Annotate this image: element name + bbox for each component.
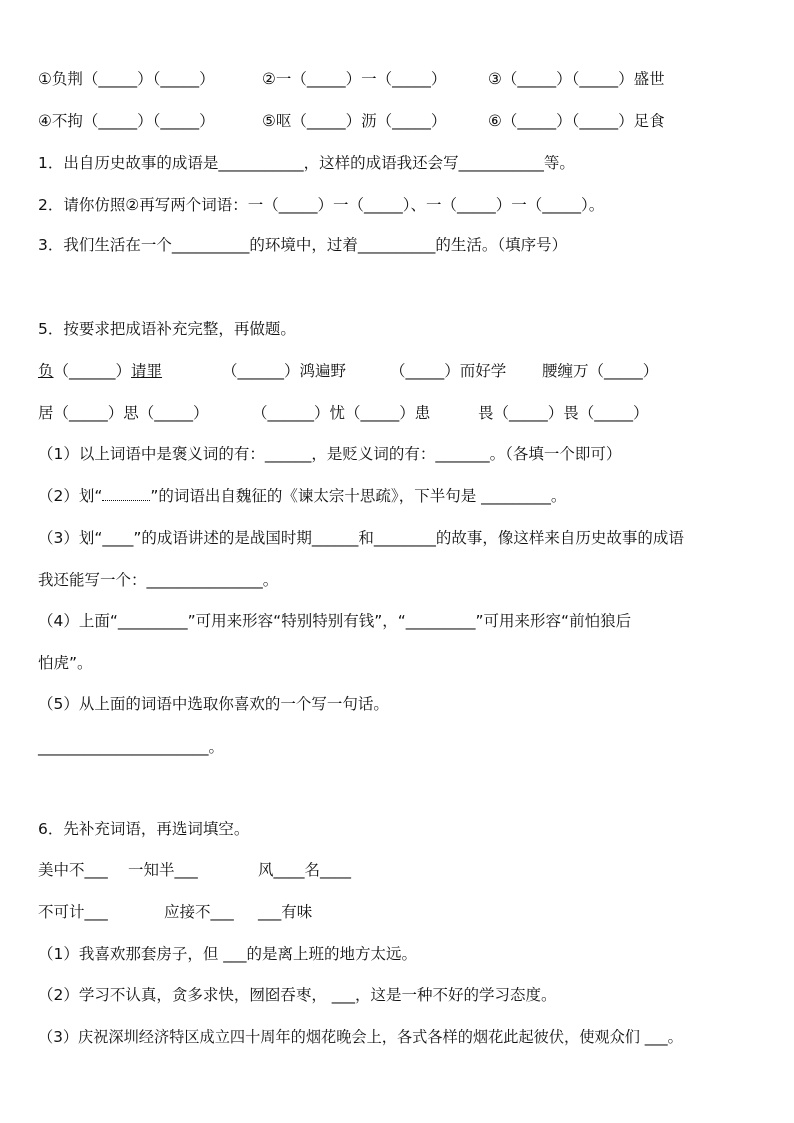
q5-word-6: （______）忧（_____）患	[252, 404, 431, 422]
q6-sub-1: （1）我喜欢那套房子，但 ___的是离上班的地方太远。	[38, 945, 418, 963]
q6-sub-2: （2）学习不认真，贪多求快，囫囵吞枣， ___，这是一种不好的学习态度。	[38, 986, 557, 1004]
q5-sub-2-end: ”的词语出自魏征的《谏太宗十思疏》，下半句是 _________。	[150, 487, 567, 505]
q5-word-5: 居（_____）思（_____）	[38, 404, 209, 422]
q5-title: 5．按要求把成语补充完整，再做题。	[38, 320, 296, 338]
q4-word-1: ①负荆（_____）（_____）	[38, 70, 215, 88]
q4-word-6: ⑥（_____）（_____）足食	[488, 112, 665, 130]
q6-word-3: 风____名____	[258, 861, 352, 879]
q4-item-1: 1．出自历史故事的成语是___________，这样的成语我还会写___________等。	[38, 154, 575, 172]
q5-sub-4-line-2: 怕虎”。	[38, 654, 93, 672]
q6-word-4: 不可计___	[38, 903, 108, 921]
q5-word-1-mid: （______）	[53, 362, 132, 380]
q5-sub-1: （1）以上词语中是褒义词的有：______，是贬义词的有：_______。（各填一个即可）	[38, 445, 622, 463]
q4-word-4: ④不拘（_____）（_____）	[38, 112, 215, 130]
q5-sub-3-line-2: 我还能写一个：_______________。	[38, 571, 279, 589]
q5-sub-3-line-1: （3）划“____”的成语讲述的是战国时期______和________的故事，像这样来自历史故事的成语	[38, 529, 684, 547]
q6-word-6: ___有味	[258, 903, 313, 921]
q5-word-2: （______）鸿遍野	[222, 362, 347, 380]
q6-sub-3: （3）庆祝深圳经济特区成立四十周年的烟花晚会上，各式各样的烟花此起彼伏，使观众们 ___。	[38, 1028, 683, 1046]
q5-sub-5: （5）从上面的词语中选取你喜欢的一个写一句话。	[38, 695, 389, 713]
q5-word-7: 畏（_____）畏（_____）	[478, 404, 649, 422]
q4-word-3: ③（_____）（_____）盛世	[488, 70, 665, 88]
q5-sub-2	[38, 485, 566, 507]
q6-word-2: 一知半___	[128, 861, 198, 879]
q5-word-4: 腰缠万（_____）	[542, 362, 659, 380]
q6-title: 6．先补充词语，再选词填空。	[38, 820, 250, 838]
q4-item-3: 3．我们生活在一个__________的环境中，过着__________的生活。（填序号）	[38, 236, 568, 254]
q5-word-1-prefix: 负	[38, 362, 54, 380]
q6-word-1: 美中不___	[38, 861, 108, 879]
q4-item-2: 2．请你仿照②再写两个词语：一（_____）一（_____）、一（_____）一（_____）。	[38, 196, 605, 214]
q4-word-2: ②一（_____）一（_____）	[262, 70, 447, 88]
q5-word-1	[38, 360, 162, 382]
q5-sub-5-answer: ______________________。	[38, 738, 225, 756]
q4-word-5: ⑤呕（_____）沥（_____）	[262, 112, 447, 130]
q5-word-1-suffix: 请罪	[131, 362, 163, 380]
q6-word-5: 应接不___	[164, 903, 234, 921]
dotted-blank	[102, 485, 150, 501]
q5-word-3: （_____）而好学	[390, 362, 507, 380]
q5-sub-4-line-1: （4）上面“_________”可用来形容“特别特别有钱”，“_________”可用来形容“前怕狼后	[38, 612, 632, 630]
q5-sub-2-start: （2）划“	[38, 487, 103, 505]
